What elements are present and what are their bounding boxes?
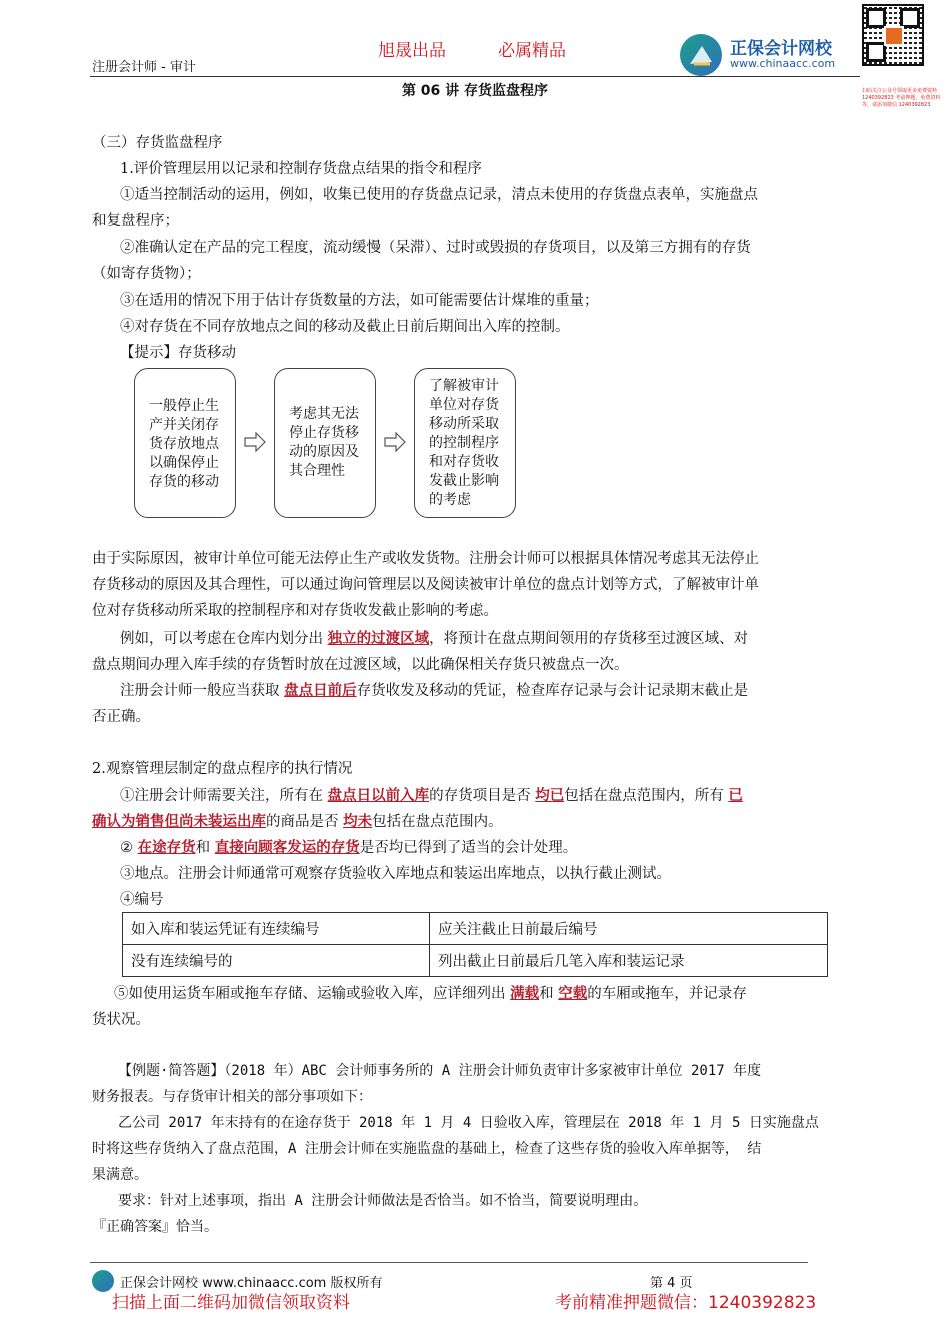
item-b: ② 在途存货和 直接向顾客发运的存货是否均已得到了适当的会计处理。 bbox=[120, 839, 578, 856]
footer-logo-icon bbox=[92, 1270, 114, 1292]
flow-box-2-text: 考虑其无法 停止存货移 动的原因及 其合理性 bbox=[289, 406, 359, 479]
example-answer: 『正确答案』恰当。 bbox=[92, 1219, 218, 1235]
section-heading: （三）存货监盘程序 bbox=[92, 135, 223, 151]
flow-box-2 bbox=[274, 368, 376, 518]
course-name: 注册会计师 - 审计 bbox=[92, 60, 196, 75]
qr-caption: 扫码关注公众号领取更多免费资料 1240392823 考前押题、免费资料等，请添加微信 1240392823 bbox=[862, 88, 941, 108]
example-line1: 【例题·简答题】（2018 年）ABC 会计师事务所的 A 注册会计师负责审计多家被审计单位 2017 年度 bbox=[118, 1063, 762, 1079]
flow-box-1 bbox=[134, 368, 236, 518]
item-1-line2: 和复盘程序； bbox=[92, 213, 179, 229]
item-3: ③在适用的情况下用于估计存货数量的方法，如可能需要估计煤堆的重量； bbox=[120, 293, 599, 309]
item-e-line2: 货状况。 bbox=[92, 1012, 150, 1028]
brand-name: 正保会计网校 bbox=[730, 39, 832, 59]
table-cell: 没有连续编号的 bbox=[123, 945, 430, 977]
brand-url: www.chinaacc.com bbox=[730, 57, 836, 70]
para-2-line1: 例如，可以考虑在仓库内划分出 独立的过渡区域，将预计在盘点期间领用的存货移至过渡区域、对 bbox=[120, 630, 749, 647]
logo-icon bbox=[680, 34, 722, 76]
promo-right: 考前精准押题微信：1240392823 bbox=[555, 1293, 817, 1313]
para-1-line2: 存货移动的原因及其合理性，可以通过询问管理层以及阅读被审计单位的盘点计划等方式，了解被审计单 bbox=[92, 577, 759, 593]
flow-box-1-text: 一般停止生 产并关闭存 货存放地点 以确保停止 存货的移动 bbox=[149, 398, 219, 490]
item-e-line1: ⑤如使用运货车厢或拖车存储、运输或验收入库，应详细列出 满载和 空载的车厢或拖车，并记录存 bbox=[114, 985, 747, 1002]
flow-box-3-text: 了解被审计 单位对存货 移动所采取 的控制程序 和对存货收 发截止影响 的考虑 bbox=[429, 378, 499, 508]
item-2-line2: （如寄存货物）； bbox=[92, 266, 201, 282]
highlight-term: 盘点日前后 bbox=[284, 682, 357, 699]
numbering-table bbox=[122, 912, 828, 977]
arrow-right-icon bbox=[384, 432, 406, 452]
para-2-line2: 盘点期间办理入库手续的存货暂时放在过渡区域，以此确保相关存货只被盘点一次。 bbox=[92, 657, 629, 673]
para-3-line2: 否正确。 bbox=[92, 709, 150, 725]
page-title: 第 06 讲 存货监盘程序 bbox=[401, 83, 549, 99]
item-c: ③地点。注册会计师通常可观察存货验收入库地点和装运出库地点，以执行截止测试。 bbox=[120, 866, 671, 882]
table-row bbox=[123, 945, 828, 977]
item-4: ④对存货在不同存放地点之间的移动及截止日前后期间出入库的控制。 bbox=[120, 319, 570, 335]
para-1-line3: 位对存货移动所采取的控制程序和对存货收发截止影响的考虑。 bbox=[92, 603, 498, 619]
flow-box-3 bbox=[414, 368, 516, 518]
promo-left: 扫描上面二维码加微信领取资料 bbox=[112, 1293, 350, 1313]
slogan-right: 必属精品 bbox=[498, 41, 566, 61]
qr-code-icon[interactable] bbox=[862, 4, 924, 66]
example-line4: 时将这些存货纳入了盘点范围，A 注册会计师在实施监盘的基础上，检查了这些存货的验收入库单据等， 结 bbox=[92, 1141, 762, 1157]
table-cell: 如入库和装运凭证有连续编号 bbox=[123, 913, 430, 945]
item-1-line1: ①适当控制活动的运用，例如，收集已使用的存货盘点记录，清点未使用的存货盘点表单，实施盘点 bbox=[120, 187, 758, 203]
brand-logo bbox=[680, 30, 855, 80]
example-line2: 财务报表。与存货审计相关的部分事项如下： bbox=[92, 1089, 372, 1105]
table-cell: 列出截止日前最后几笔入库和装运记录 bbox=[430, 945, 828, 977]
para-3-line1: 注册会计师一般应当获取 盘点日前后存货收发及移动的凭证，检查库存记录与会计记录期末截止是 bbox=[120, 682, 749, 699]
arrow-right-icon bbox=[244, 432, 266, 452]
footer-divider bbox=[90, 1262, 808, 1263]
highlight-term: 独立的过渡区域 bbox=[327, 630, 430, 647]
header-divider bbox=[90, 76, 860, 77]
table-cell: 应关注截止日前最后编号 bbox=[430, 913, 828, 945]
table-row bbox=[123, 913, 828, 945]
item-d: ④编号 bbox=[120, 892, 164, 908]
item-2-line1: ②准确认定在产品的完工程度，流动缓慢（呆滞）、过时或毁损的存货项目，以及第三方拥有的存货 bbox=[120, 240, 751, 256]
item-a-line1: ①注册会计师需要关注，所有在 盘点日以前入库的存货项目是否 均已包括在盘点范围内，所有 已 bbox=[120, 787, 743, 804]
page-number: 第 4 页 bbox=[650, 1276, 693, 1291]
para-1-line1: 由于实际原因，被审计单位可能无法停止生产或收发货物。注册会计师可以根据具体情况考虑其无法停止 bbox=[92, 551, 759, 567]
example-line3: 乙公司 2017 年末持有的在途存货于 2018 年 1 月 4 日验收入库，管理层在 2018 年 1 月 5 日实施盘点 bbox=[118, 1115, 819, 1131]
slogan-left: 旭晟出品 bbox=[378, 41, 446, 61]
subheading-2: 2.观察管理层制定的盘点程序的执行情况 bbox=[92, 761, 353, 777]
example-requirement: 要求：针对上述事项，指出 A 注册会计师做法是否恰当。如不恰当，简要说明理由。 bbox=[118, 1193, 648, 1209]
item-a-line2: 确认为销售但尚未装运出库的商品是否 均未包括在盘点范围内。 bbox=[92, 813, 503, 830]
footer-copyright: 正保会计网校 www.chinaacc.com 版权所有 bbox=[120, 1276, 383, 1291]
tip-label: 【提示】存货移动 bbox=[120, 345, 236, 361]
subheading-1: 1.评价管理层用以记录和控制存货盘点结果的指令和程序 bbox=[120, 161, 482, 177]
example-line5: 果满意。 bbox=[92, 1167, 148, 1183]
